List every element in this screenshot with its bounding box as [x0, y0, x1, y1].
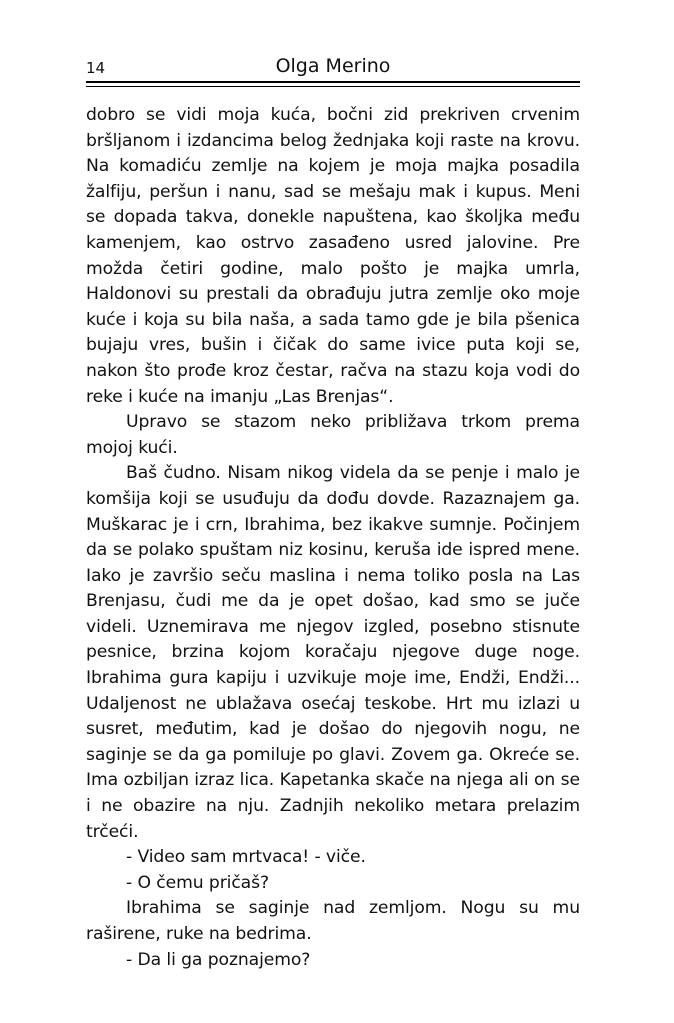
body-text — [86, 103, 580, 973]
paragraph: dobro se vidi moja kuća, bočni zid prekriven crvenim bršljanom i izdancima belog žednjaka koji raste na krovu. Na komadiću zemlje na kojem je moja majka posadila žalfiju, peršun i nanu, sad se mešaju mak i kupus. Meni se dopada takva, donekle napuštena, kao školjka među kamenjem, kao ostrvo zasađeno usred jalovine. Pre možda četiri godine, malo pošto je majka umrla, Haldonovi su prestali da obrađuju jutra zemlje oko moje kuće i koja su bila naša, a sada tamo gde je bila pšenica bujaju vres, bušin i čičak do same ivice puta koji se, nakon što prođe kroz čestar, račva na stazu koja vodi do reke i kuće na imanju „Las Brenjas“. — [86, 105, 580, 407]
header-rule-top — [86, 81, 580, 83]
running-title: Olga Merino — [275, 55, 391, 77]
header-rule-bottom — [86, 86, 580, 87]
dialogue-line: - Video sam mrtvaca! - viče. — [126, 847, 366, 868]
paragraph: Ibrahima se saginje nad zemljom. Nogu su mu raširene, ruke na bedrima. — [86, 898, 580, 944]
dialogue-line: - Da li ga poznajemo? — [126, 949, 311, 970]
running-header — [86, 54, 580, 80]
paragraph: Upravo se stazom neko približava trkom prema mojoj kući. — [86, 412, 580, 458]
paragraph: Baš čudno. Nisam nikog videla da se penje i malo je komšija koji se usuđuju da dođu dovde. Razaznajem ga. Muškarac je i crn, Ibrahima, bez ikakve sumnje. Počinjem da se polako spuštam niz kosinu, keruša ide ispred mene. Iako je završio seču maslina i nema toliko posla na Las Brenjasu, čudi me da je opet došao, kad smo se juče videli. Uznemirava me njegov izgled, posebno stisnute pesnice, brzina kojom koračaju njegove duge noge. Ibrahima gura kapiju i uzvikuje moje ime, Endži, Endži... Udaljenost ne ublažava osećaj teskobe. Hrt mu izlazi u susret, međutim, kad je došao do njegovih nogu, ne saginje se da ga pomiluje po glavi. Zovem ga. Okreće se. Ima ozbiljan izraz lica. Kapetanka skače na njega ali on se i ne obazire na nju. Zadnjih nekoliko metara prelazim trčeći. — [86, 463, 580, 842]
page-number: 14 — [86, 59, 106, 77]
dialogue-line: - O čemu pričaš? — [126, 872, 269, 893]
